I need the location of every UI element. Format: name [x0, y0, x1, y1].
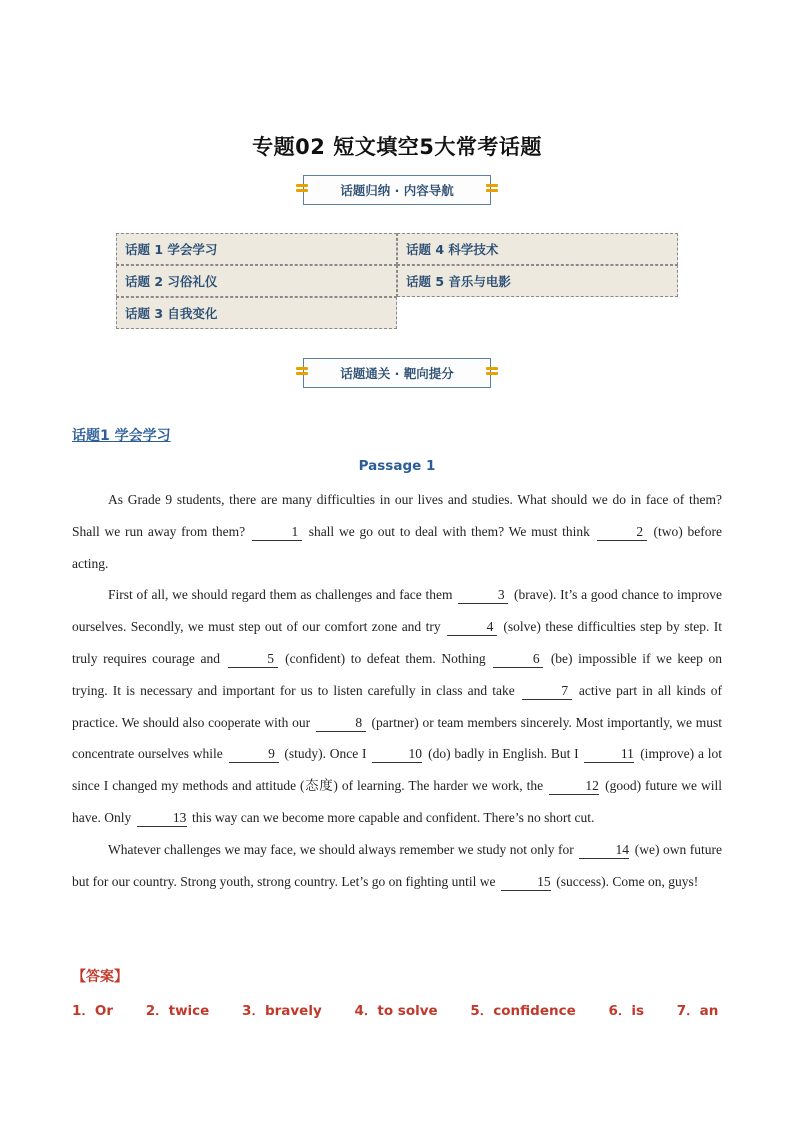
answer-label: 【答案】: [72, 969, 128, 985]
empty-cell: [397, 297, 678, 329]
blank-10: 10: [372, 746, 422, 763]
answer-item: 7．an: [676, 1003, 719, 1019]
nav-banner-label: 话题归纳 · 内容导航: [340, 183, 454, 198]
left-bracket-icon: [296, 365, 308, 381]
right-bracket-icon: [486, 182, 498, 198]
page-title: 专题02 短文填空5大常考话题: [252, 135, 542, 159]
topic-table: [116, 233, 678, 329]
right-bracket-icon: [486, 365, 498, 381]
topic-4-cell[interactable]: 话题 4 科学技术: [397, 233, 678, 265]
answer-item: 5．confidence: [470, 1003, 576, 1019]
nav-banner: [303, 175, 491, 205]
answer-item: 4．to solve: [354, 1003, 438, 1019]
paragraph-3: Whatever challenges we may face, we should always remember we study not only for 14 (we) own future but for our country. Strong youth, strong country. Let’s go on fighting until we 15 (success). Come on, guys!: [72, 841, 722, 889]
practice-banner: [303, 358, 491, 388]
blank-6: 6: [493, 651, 543, 668]
blank-9: 9: [229, 746, 279, 763]
topic-2-cell[interactable]: 话题 2 习俗礼仪: [116, 265, 397, 297]
blank-13: 13: [137, 810, 187, 827]
answer-item: 2．twice: [145, 1003, 210, 1019]
blank-7: 7: [522, 683, 572, 700]
passage-title: Passage 1: [358, 458, 436, 474]
answer-item: 3．bravely: [242, 1003, 322, 1019]
blank-14: 14: [579, 842, 629, 859]
topic-3-cell[interactable]: 话题 3 自我变化: [116, 297, 397, 329]
topic-1-cell[interactable]: 话题 1 学会学习: [116, 233, 397, 265]
left-bracket-icon: [296, 182, 308, 198]
answer-item: 1．Or: [72, 1003, 114, 1019]
blank-12: 12: [549, 778, 599, 795]
topic-5-cell[interactable]: 话题 5 音乐与电影: [397, 265, 678, 297]
blank-5: 5: [228, 651, 278, 668]
section-heading[interactable]: 话题1 学会学习: [72, 428, 171, 444]
blank-3: 3: [458, 587, 508, 604]
blank-15: 15: [501, 874, 551, 891]
passage-text: [72, 484, 722, 897]
answer-item: 6．is: [608, 1003, 645, 1019]
blank-2: 2: [597, 524, 647, 541]
blank-4: 4: [447, 619, 497, 636]
blank-11: 11: [584, 746, 634, 763]
blank-1: 1: [252, 524, 302, 541]
blank-8: 8: [316, 715, 366, 732]
paragraph-1: As Grade 9 students, there are many difficulties in our lives and studies. What should we do in face of them? Shall we run away from them? 1 shall we go out to deal with them? We must think 2 (two) before acting.: [72, 492, 722, 571]
paragraph-2: First of all, we should regard them as challenges and face them 3 (brave). It’s a good chance to improve ourselves. Secondly, we must step out of our comfort zone and try 4 (solve) these difficulties step by step. It truly requires courage and 5 (confident) to defeat them. Nothing 6 (be) impossible if we keep on trying. It is necessary and important for us to listen carefully in class and take 7 active part in all kinds of practice. We should also cooperate with our 8 (partner) or team members sincerely. Most importantly, we must concentrate ourselves while 9 (study). Once I 10 (do) badly in English. But I 11 (improve) a lot since I changed my methods and attitude (态度) of learning. The harder we work, the 12 (good) future we will have. Only 13 this way can we become more capable and confident. There’s no short cut.: [72, 587, 723, 825]
practice-banner-label: 话题通关 · 靶向提分: [340, 366, 454, 381]
answer-list: [72, 999, 752, 1019]
